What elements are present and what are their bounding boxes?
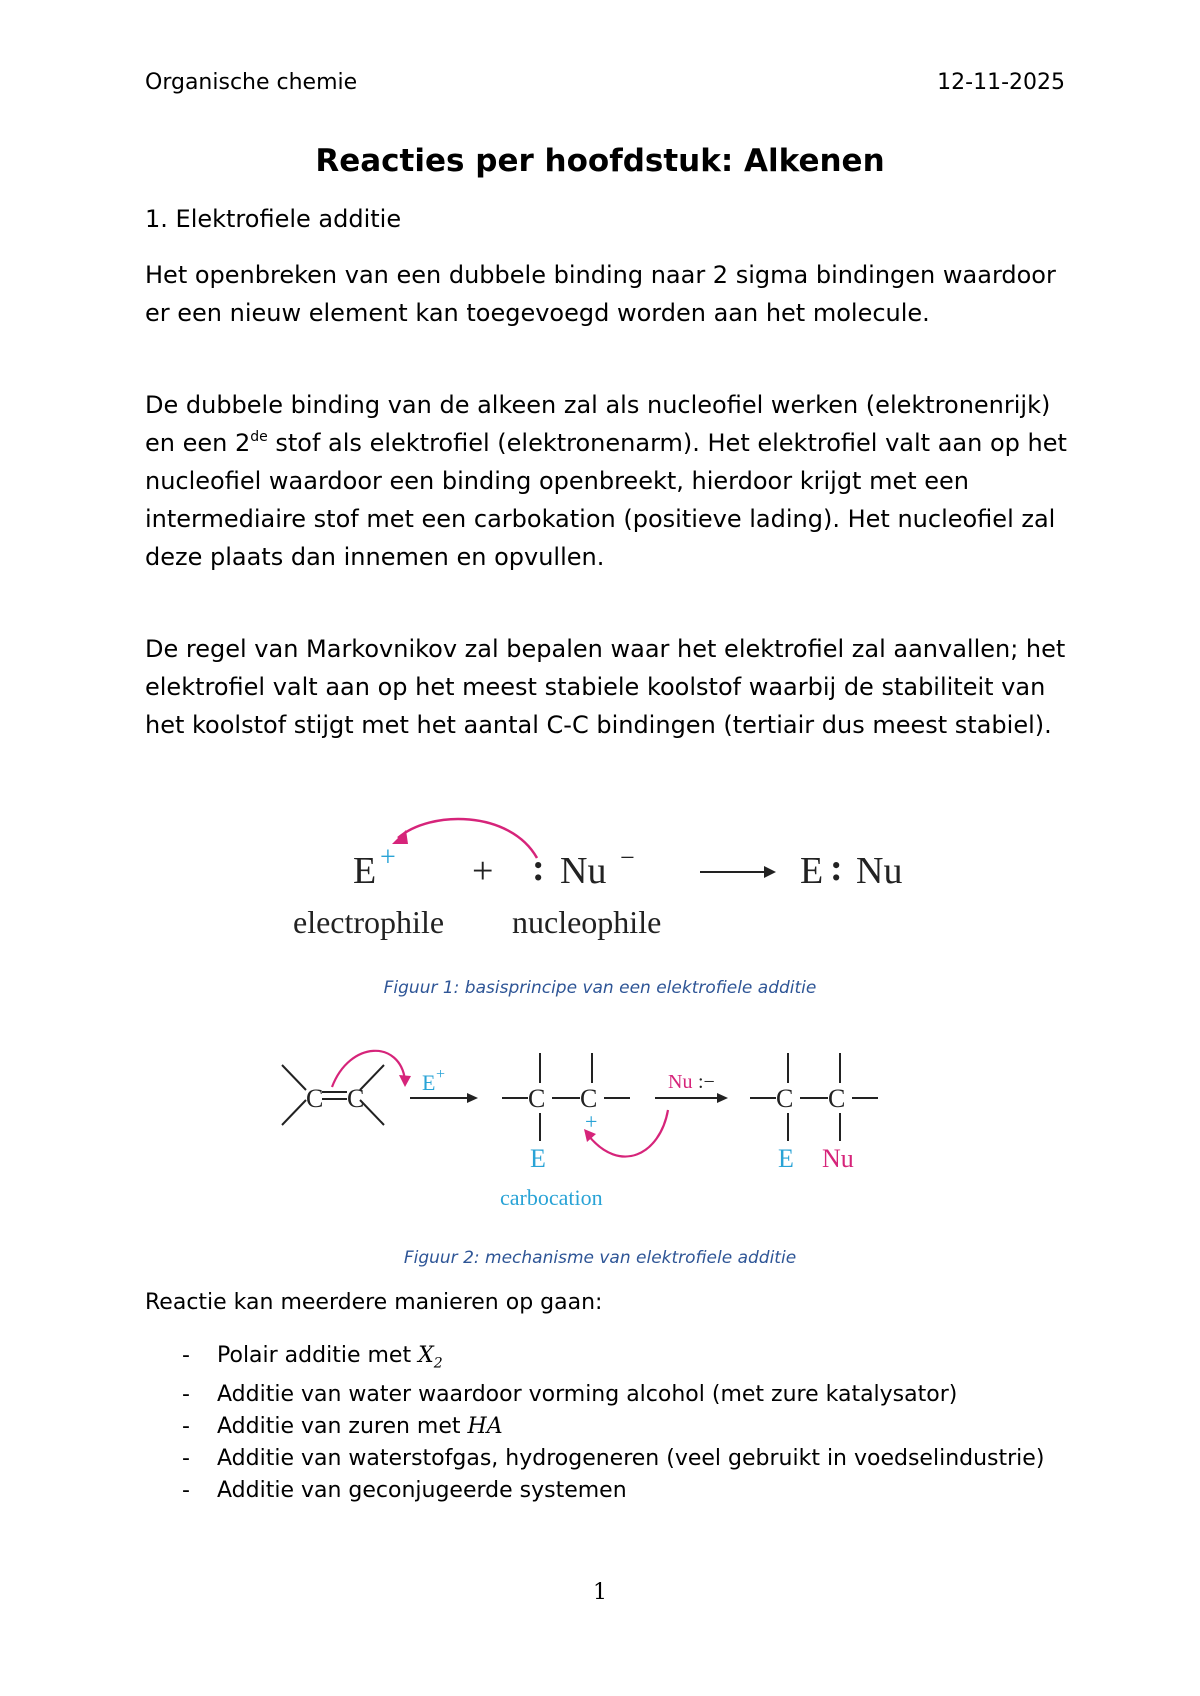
list-item-text: Additie van zuren met [217,1414,468,1440]
list-item [145,1340,1085,1379]
list-item [145,1443,1085,1475]
product-substituent-nu: Nu [822,1144,854,1173]
reaction-arrowhead-1-icon [467,1093,478,1103]
paragraph-markovnikov: De regel van Markovnikov zal bepalen waar het elektrofiel zal aanvallen; het elektrofiel valt aan op het meest stabiele koolstof waarbij de stabiliteit van het koolstof stijgt met het aantal C-C bindingen (tertiair dus meest stabiel). [145,635,1066,739]
curved-arrow-nucleophile-icon [588,1110,668,1157]
bullet-dash: - [182,1343,190,1368]
header-course: Organische chemie [145,70,358,95]
math-subscript: 2 [433,1355,443,1372]
nucleophile-charge: − [620,843,635,872]
page-number: 1 [593,1580,607,1605]
list-item-text: Additie van geconjugeerde systemen [217,1478,627,1504]
reagent-electrophile: E [422,1070,436,1095]
header-date: 12-11-2025 [937,70,1065,95]
list-item [145,1379,1085,1411]
reagent-electrophile-charge: + [436,1066,446,1083]
paragraph-mechanism-part1: De dubbele binding van de alkeen zal als nucleofiel werken (elektronenrijk) en een 2 [145,391,1051,457]
paragraph-mechanism [145,386,1085,576]
product-electrophile: E [800,850,824,892]
label-electrophile: electrophile [293,904,445,940]
list-item-text: Polair additie met [217,1343,419,1368]
figure-2-mechanism [270,1035,900,1215]
electrophile-charge: + [380,842,396,873]
carbocation-carbon-1: C [528,1084,546,1113]
bullet-dash: - [182,1478,190,1504]
figure-2-caption: Figuur 2: mechanisme van elektrofiele additie [403,1248,797,1268]
reaction-arrowhead-icon [764,866,776,878]
list-item-text: Additie van water waardoor vorming alcohol (met zure katalysator) [217,1382,958,1408]
bullet-dash: - [182,1414,190,1440]
math-symbol: X [418,1343,434,1368]
curved-arrow-pi-bond-head-icon [399,1075,411,1087]
nucleophile-symbol: Nu [560,850,607,892]
reactions-intro: Reactie kan meerdere manieren op gaan: [145,1290,603,1315]
bullet-dash: - [182,1382,190,1408]
product-carbon-2: C [828,1084,846,1113]
carbocation-substituent-e: E [530,1144,546,1173]
reagent-nucleophile: Nu [668,1071,693,1093]
figure-1-caption: Figuur 1: basisprincipe van een elektrofiele additie [383,978,817,998]
superscript-de: de [250,429,268,445]
figure-1-basic-principle [280,800,940,950]
reaction-arrowhead-2-icon [717,1093,728,1103]
math-symbol: HA [467,1414,503,1440]
list-item [145,1475,1085,1507]
bullet-dash: - [182,1446,190,1472]
plus-sign: + [472,850,494,892]
paragraph-mechanism-part2: stof als elektrofiel (elektronenarm). Het elektrofiel valt aan op het nucleofiel waardoor een binding openbreekt, hierdoor krijgt met een intermediaire stof met een carbokation (positieve lading). Het nucleofiel zal deze plaats dan innemen en opvullen. [145,429,1067,571]
list-item-text: Additie van waterstofgas, hydrogeneren (veel gebruikt in voedselindustrie) [217,1446,1045,1472]
reactions-list [145,1340,1085,1507]
curved-arrow-icon [398,819,537,858]
carbocation-plus: + [585,1109,598,1134]
alkene-carbon-1: C [306,1084,324,1113]
product-carbon-1: C [776,1084,794,1113]
alkene-carbon-2: C [347,1084,365,1113]
electrophile-symbol: E [353,850,377,892]
reagent-nucleophile-mark: :− [698,1071,715,1093]
page-title: Reacties per hoofdstuk: Alkenen [315,143,885,179]
product-nucleophile: Nu [856,850,903,892]
list-item [145,1411,1085,1443]
label-carbocation: carbocation [500,1185,603,1210]
carbocation-carbon-2: C [580,1084,598,1113]
label-nucleophile: nucleophile [512,904,662,940]
section-heading: 1. Elektrofiele additie [145,205,402,233]
product-bond-dots: : [830,847,843,889]
paragraph-definition: Het openbreken van een dubbele binding naar 2 sigma bindingen waardoor er een nieuw element kan toegevoegd worden aan het molecule. [145,261,1056,327]
product-substituent-e: E [778,1144,794,1173]
lone-pair-dots: : [532,847,545,889]
